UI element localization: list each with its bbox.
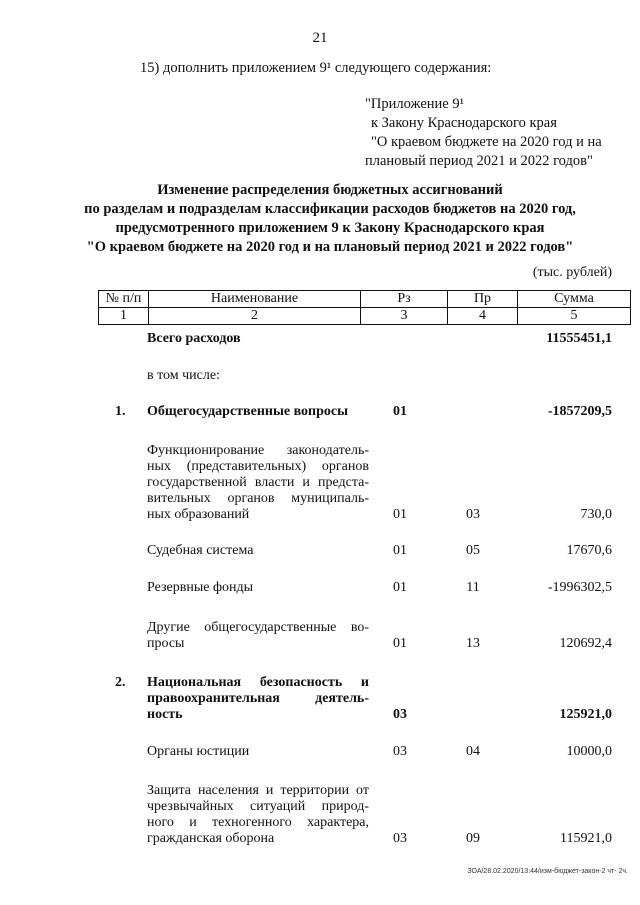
row-rz: 01 <box>393 636 407 651</box>
appendix-line: "Приложение 9¹ <box>365 96 464 112</box>
row-pr: 11 <box>466 580 480 595</box>
col-number: 1 <box>99 308 149 325</box>
header-row <box>99 291 631 308</box>
col-number: 3 <box>361 308 448 325</box>
appendix-line: "О краевом бюджете на 2020 год и на <box>371 134 602 150</box>
appendix-line: к Закону Краснодарского края <box>371 115 557 131</box>
row-name: Резервные фонды <box>147 580 254 595</box>
appendix-reference <box>365 95 602 171</box>
row-sum: 10000,0 <box>566 744 612 759</box>
footer-stamp: ЗОА/28.02.2020/13:44/изм-бюджет-закон-2 чт- 2ч. <box>467 868 628 875</box>
page-number: 21 <box>312 30 328 46</box>
title-line: предусмотренного приложением 9 к Закону Краснодарского края <box>115 220 545 236</box>
col-number: 2 <box>149 308 361 325</box>
row-pr: 13 <box>466 636 480 651</box>
column-numbers-row <box>99 308 631 325</box>
row-name: в том числе: <box>147 368 220 383</box>
row-rz: 01 <box>393 580 407 595</box>
table-header <box>98 290 631 325</box>
document-title <box>60 181 600 257</box>
row-sum: 730,0 <box>580 507 612 522</box>
row-sum: 17670,6 <box>566 543 612 558</box>
row-name: Всего расходов <box>147 331 241 346</box>
col-number: 4 <box>448 308 518 325</box>
row-pr: 03 <box>466 507 480 522</box>
row-rz: 03 <box>393 831 407 846</box>
row-sum: -1996302,5 <box>547 580 612 595</box>
row-name: Функционирование законодатель- ных (представительных) органов государственной власти и предста- вительных органов муниципаль- ных образований <box>147 443 369 522</box>
header-num: № п/п <box>99 291 149 308</box>
row-rz: 03 <box>393 707 407 722</box>
row-pr: 05 <box>466 543 480 558</box>
row-name: Судебная система <box>147 543 254 558</box>
row-sum: -1857209,5 <box>547 404 612 419</box>
header-sum: Сумма <box>518 291 631 308</box>
row-name: Национальная безопасность и правоохранительная деятель- ность <box>147 675 369 722</box>
units-label: (тыс. рублей) <box>532 265 612 280</box>
title-line: по разделам и подразделам классификации расходов бюджетов на 2020 год, <box>84 201 576 217</box>
row-number: 2. <box>115 675 126 690</box>
row-rz: 03 <box>393 744 407 759</box>
intro-text: 15) дополнить приложением 9¹ следующего содержания: <box>140 60 492 76</box>
row-sum: 115921,0 <box>560 831 612 846</box>
row-pr: 04 <box>466 744 480 759</box>
row-rz: 01 <box>393 404 407 419</box>
row-rz: 01 <box>393 507 407 522</box>
row-sum: 125921,0 <box>559 707 612 722</box>
row-rz: 01 <box>393 543 407 558</box>
header-name: Наименование <box>149 291 361 308</box>
appendix-line: плановый период 2021 и 2022 годов" <box>365 153 593 169</box>
row-sum: 11555451,1 <box>546 331 612 346</box>
title-line: Изменение распределения бюджетных ассигнований <box>157 182 503 198</box>
row-name: Другие общегосударственные во- просы <box>147 620 369 651</box>
header-rz: Рз <box>361 291 448 308</box>
header-pr: Пр <box>448 291 518 308</box>
row-pr: 09 <box>466 831 480 846</box>
title-line: "О краевом бюджете на 2020 год и на плановый период 2021 и 2022 годов" <box>86 239 574 255</box>
col-number: 5 <box>518 308 631 325</box>
row-name: Защита населения и территории от чрезвычайных ситуаций природ- ного и техногенного характера, гражданская оборона <box>147 783 369 846</box>
row-name: Общегосударственные вопросы <box>147 404 349 419</box>
row-name: Органы юстиции <box>147 744 250 759</box>
row-sum: 120692,4 <box>559 636 612 651</box>
row-number: 1. <box>115 404 126 419</box>
